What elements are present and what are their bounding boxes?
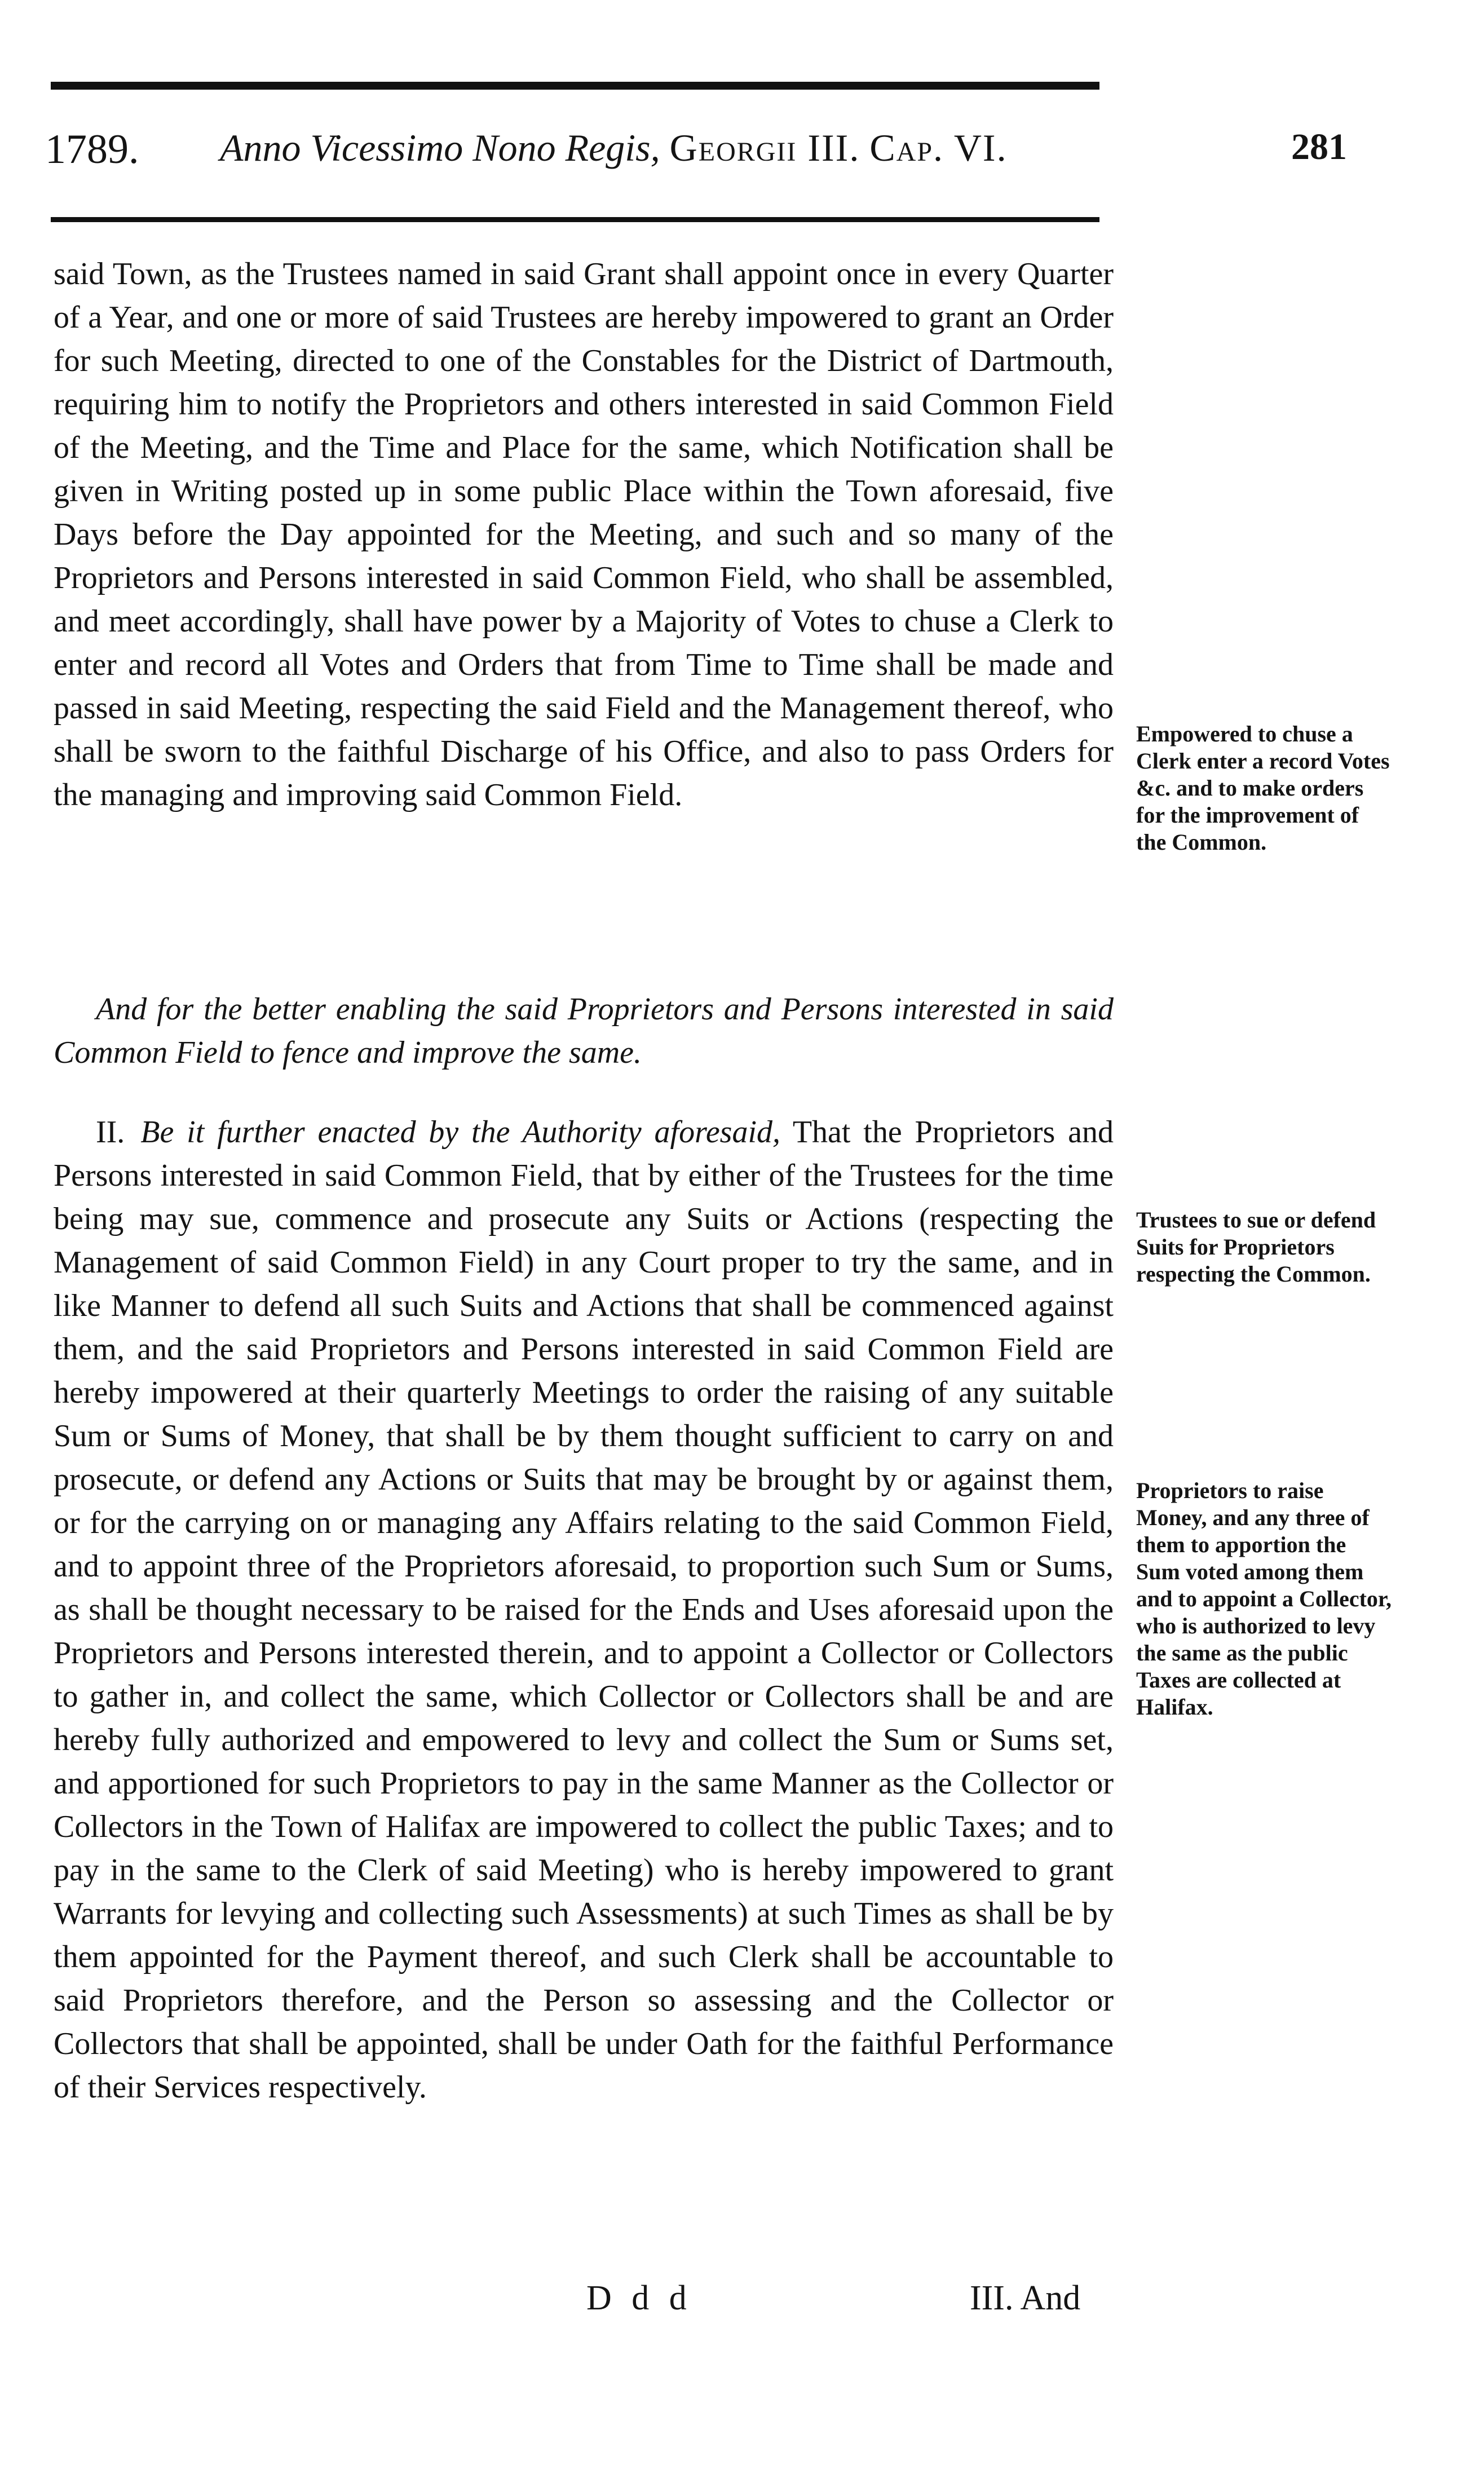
margin-note-proprietors: Proprietors to raise Money, and any three of them to apportion the Sum voted among them and to appoint a Collector, who is authorized to levy the same as the public Taxes are collected at Halifax.: [1136, 1478, 1392, 1720]
enacting-clause: Be it further enacted by the Authority aforesaid,: [140, 1115, 781, 1150]
section-2-paragraph: [54, 1111, 1114, 2109]
body-paragraph-1: [54, 253, 1114, 817]
margin-note-trustees: Trustees to sue or defend Suits for Proprietors respecting the Common.: [1136, 1207, 1376, 1287]
header-top-rule: [51, 82, 1099, 90]
section-2: [54, 1111, 1114, 2109]
margin-note-clerk: Empowered to chuse a Clerk enter a record Votes &c. and to make orders for the improvement of the Common.: [1136, 721, 1390, 855]
running-title-king: Georgii III.: [669, 126, 860, 169]
section-2-text: That the Proprietors and Persons interested in said Common Field, that by either of the Trustees for the time being may sue, commence and prosecute any Suits or Actions (respecting the Management of said Common Field) in any Court proper to try the same, and in like Manner to defend all such Suits and Actions that shall be commenced against them, and the said Proprietors and Persons interested in said Common Field are hereby impowered at their quarterly Meetings to order the raising of any suitable Sum or Sums of Money, that shall be by them thought sufficient to carry on and prosecute, or defend any Actions or Suits that may be brought by or against them, or for the carrying on or managing any Affairs relating to the said Common Field, and to appoint three of the Proprietors aforesaid, to proportion such Sum or Sums, as shall be thought necessary to be raised for the Ends and Uses aforesaid upon the Proprietors and Persons interested therein, and to appoint a Collector or Collectors to gather in, and collect the same, which Collector or Collectors shall be and are hereby fully authorized and empowered to levy and collect the Sum or Sums set, and apportioned for such Proprietors to pay in the same Manner as the Collector or Collectors in the Town of Halifax are impowered to collect the public Taxes; and to pay in the same to the Clerk of said Meeting) who is hereby impowered to grant Warrants for levying and collecting such Assessments) at such Times as shall be by them appointed for the Payment thereof, and such Clerk shall be accountable to said Proprietors therefore, and the Person so assessing and the Collector or Collectors that shall be appointed, shall be under Oath for the faithful Performance of their Services respectively.: [54, 1115, 1114, 2105]
running-title-chapter: Cap. VI.: [869, 126, 1008, 169]
signature-mark: D d d: [586, 2279, 692, 2317]
paragraph-1-text: said Town, as the Trustees named in said Grant shall appoint once in every Quarter of a Year, and one or more of said Trustees are hereby impowered to grant an Order for such Meeting, directed to one of the Constables for the District of Dartmouth, requiring him to notify the Proprietors and others interested in said Common Field of the Meeting, and the Time and Place for the same, which Notification shall be given in Writing posted up in some public Place within the Town aforesaid, five Days before the Day appointed for the Meeting, and such and so many of the Proprietors and Persons interested in said Common Field, who shall be assembled, and meet accordingly, shall have power by a Majority of Votes to chuse a Clerk to enter and record all Votes and Orders that from Time to Time shall be made and passed in said Meeting, respecting the said Field and the Management thereof, who shall be sworn to the faithful Discharge of his Office, and also to pass Orders for the managing and improving said Common Field.: [54, 257, 1114, 812]
preamble-text: And for the better enabling the said Proprietors and Persons interested in said Common Field to fence and improve the same.: [54, 992, 1114, 1070]
section-number: II.: [96, 1115, 125, 1150]
running-title-regnal: Anno Vicessimo Nono Regis,: [220, 126, 660, 169]
catchword: III. And: [970, 2279, 1081, 2317]
page-number: 281: [1291, 126, 1347, 167]
page-year: 1789.: [45, 126, 139, 173]
running-title: [220, 126, 1008, 169]
header-bottom-rule: [51, 217, 1099, 222]
section-preamble: [54, 988, 1114, 1075]
